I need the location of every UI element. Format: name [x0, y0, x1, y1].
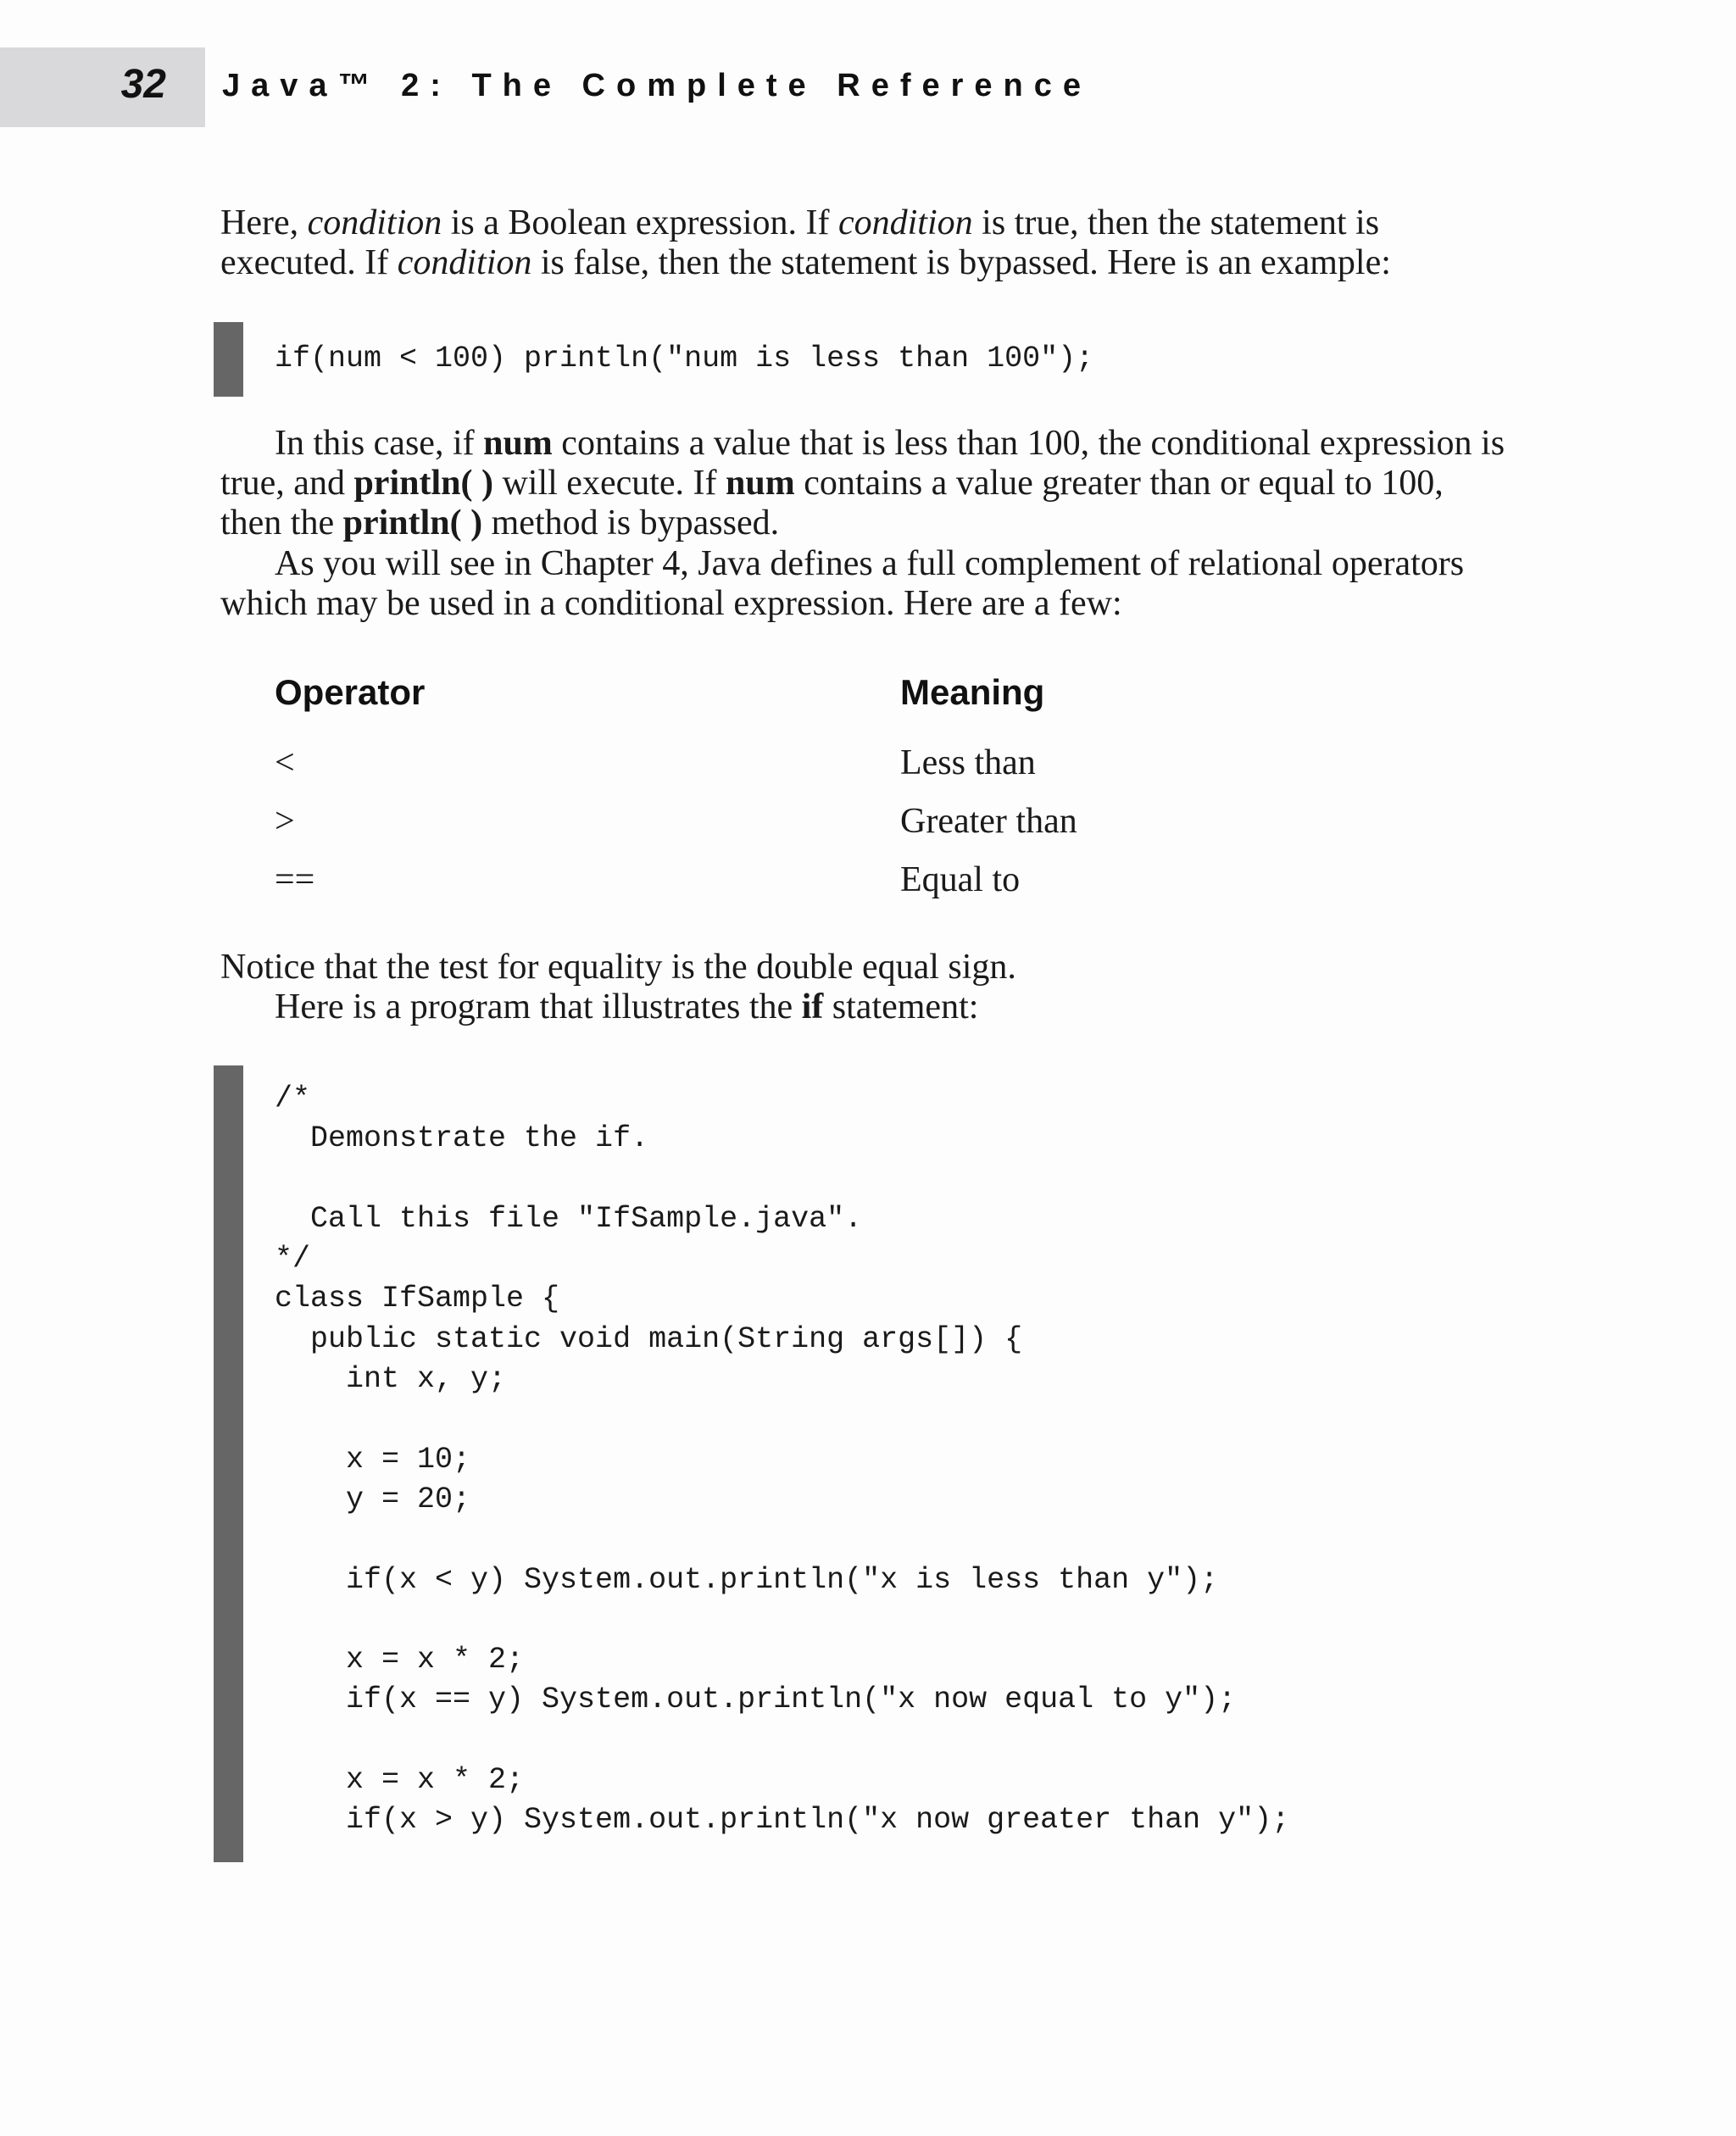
- table-header-operator: Operator: [275, 672, 426, 712]
- code-example-if: if(num < 100) println("num is less than 100");: [275, 342, 1094, 375]
- table-cell-meaning: Greater than: [900, 802, 1077, 841]
- text: statement:: [823, 987, 979, 1026]
- table-cell-operator: >: [275, 802, 295, 841]
- text: will execute. If: [492, 464, 726, 503]
- text: is true, then the statement is executed. If: [220, 203, 1380, 282]
- running-head: Java™ 2: The Complete Reference: [222, 68, 1093, 103]
- code-bar: [214, 322, 243, 397]
- paragraph-condition: [220, 203, 1509, 283]
- table-cell-operator: ==: [275, 860, 315, 899]
- table-cell-meaning: Less than: [900, 743, 1036, 782]
- code-term-println: println( ): [353, 464, 493, 503]
- paragraph-explanation: [220, 424, 1509, 543]
- term-condition: condition: [397, 243, 532, 282]
- code-term-num: num: [726, 464, 795, 503]
- text: In this case, if: [275, 424, 484, 463]
- term-condition: condition: [307, 203, 442, 242]
- code-term-if: if: [801, 987, 824, 1026]
- code-listing-ifsample: /* Demonstrate the if. Call this file "IfSample.java". */ class IfSample { public static void main(String args[]) { int x, y; x = 10; y = 20; if(x < y) System.out.println("x is less than y"); x = x * 2; if(x == y) System.out.println("x now equal to y"); x = x * 2; if(x > y) System.out.println("x now greater than y");: [275, 1082, 1290, 1838]
- text: method is bypassed.: [482, 503, 780, 542]
- text: contains a value that is less than 100, the conditional expression is true, and: [220, 424, 1505, 503]
- table-cell-meaning: Equal to: [900, 860, 1021, 899]
- text: contains a value greater than or equal to 100, then the: [220, 464, 1444, 542]
- text: is a Boolean expression. If: [442, 203, 838, 242]
- text: Here is a program that illustrates the: [275, 987, 802, 1026]
- term-condition: condition: [838, 203, 973, 242]
- code-bar: [214, 1065, 243, 1862]
- page-number: 32: [120, 62, 166, 107]
- paragraph-program-intro: [220, 987, 1509, 1027]
- paragraph-equality-note: Notice that the test for equality is the double equal sign.: [220, 948, 1016, 987]
- text: Here,: [220, 203, 308, 242]
- code-term-println: println( ): [342, 503, 483, 542]
- table-cell-operator: <: [275, 743, 295, 782]
- code-term-num: num: [483, 424, 553, 463]
- paragraph-relational-operators: As you will see in Chapter 4, Java defines a full complement of relational operators which may be used in a conditional expression. Here are a few:: [220, 544, 1465, 623]
- table-header-meaning: Meaning: [900, 672, 1045, 712]
- text: is false, then the statement is bypassed. Here is an example:: [531, 243, 1391, 282]
- page-number-box: [0, 47, 205, 127]
